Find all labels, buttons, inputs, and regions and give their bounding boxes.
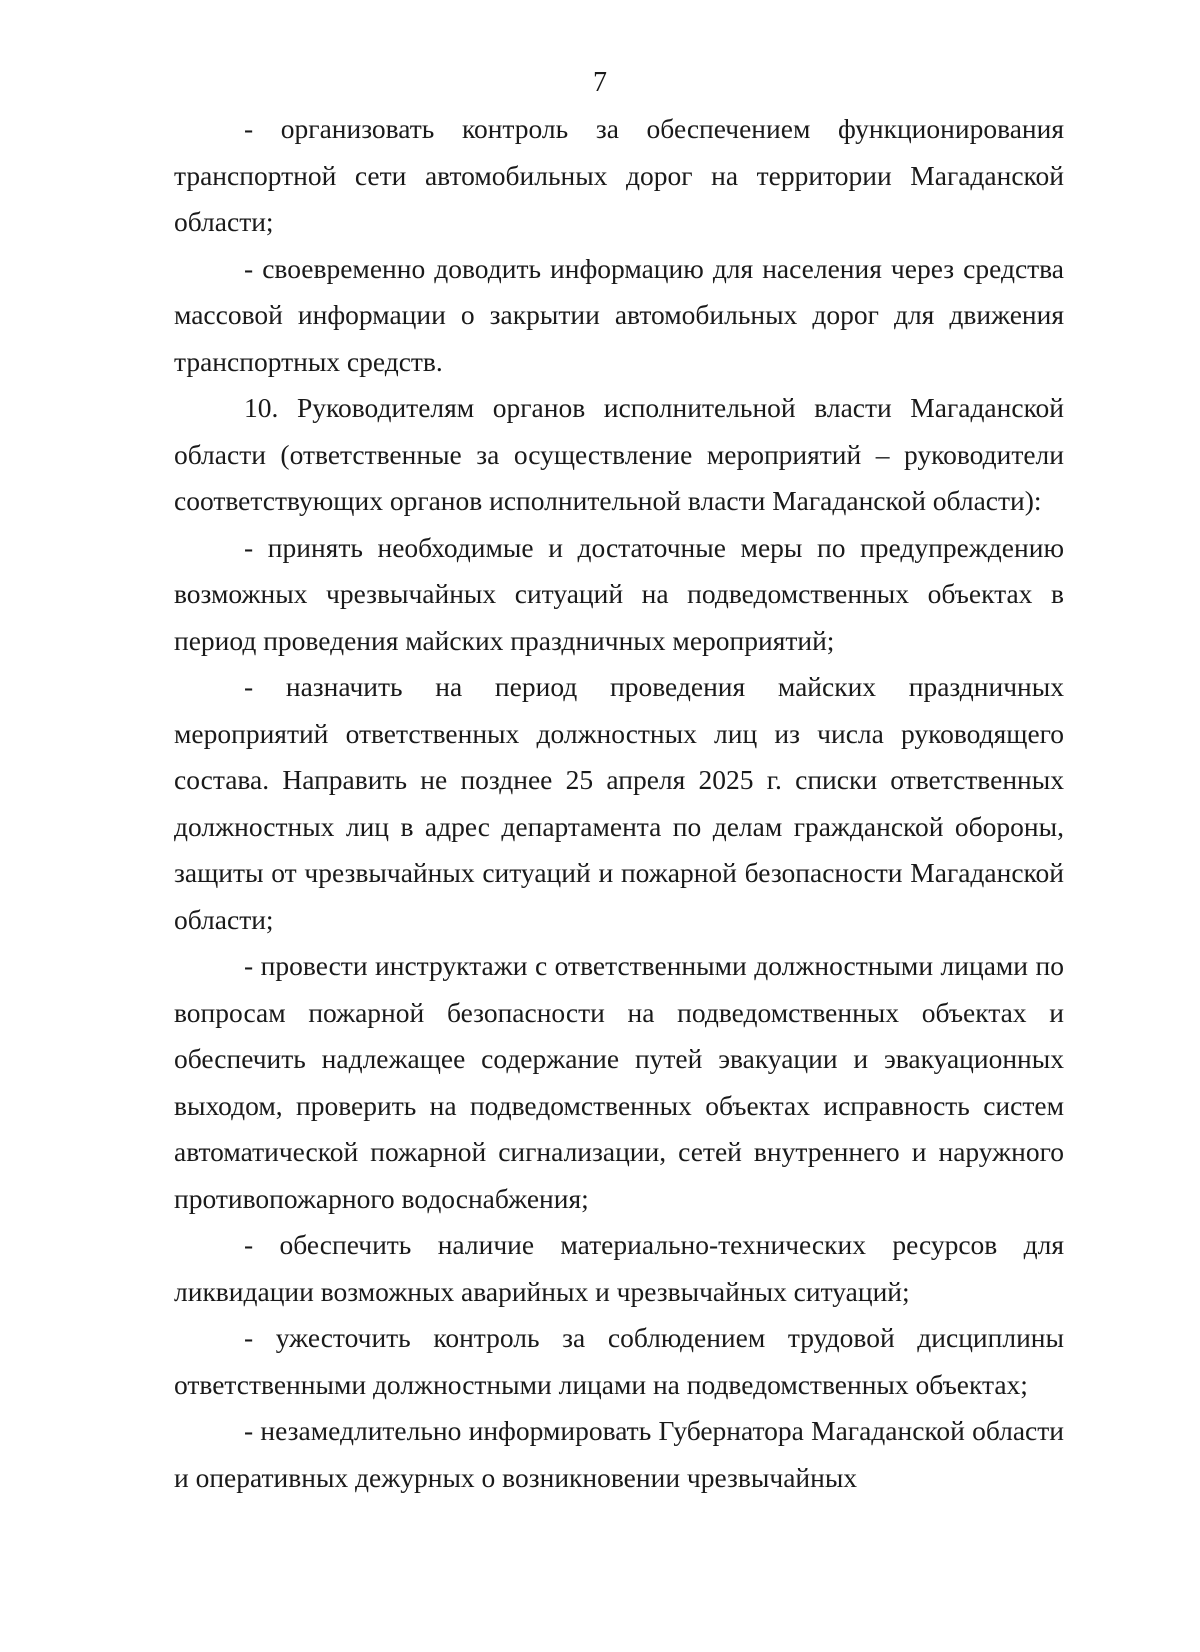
paragraph-road-control: - организовать контроль за обеспечением функционирования транспортной сети автомобильных дорог на территории Магаданской области; [174,113,1064,237]
paragraph-inform-governor: - незамедлительно информировать Губернатора Магаданской области и оперативных дежурных о возникновении чрезвычайных [174,1415,1064,1493]
paragraph-item-10-heads: 10. Руководителям органов исполнительной власти Магаданской области (ответственные за осуществление мероприятий – руководители соответствующих органов исполнительной власти Магаданской области): [174,392,1064,516]
paragraph-prevention-measures: - принять необходимые и достаточные меры по предупреждению возможных чрезвычайных ситуаций на подведомственных объектах в период проведения майских праздничных мероприятий; [174,531,1064,656]
page-number: 7 [593,67,607,98]
paragraph-fire-safety-briefings: - провести инструктажи с ответственными должностными лицами по вопросам пожарной безопасности на подведомственных объектах и обеспечить надлежащее содержание путей эвакуации и эвакуационных выходом, проверить на подведомственных объектах исправность систем автоматической пожарной сигнализации, сетей внутреннего и наружного противопожарного водоснабжения; [174,950,1064,1214]
paragraph-labor-discipline: - ужесточить контроль за соблюдением трудовой дисциплины ответственными должностными лицами на подведомственных объектах; [174,1322,1064,1400]
paragraph-material-resources: - обеспечить наличие материально-технических ресурсов для ликвидации возможных аварийных и чрезвычайных ситуаций; [174,1229,1064,1307]
document-body [174,106,1064,1501]
paragraph-media-info: - своевременно доводить информацию для населения через средства массовой информации о закрытии автомобильных дорог для движения транспортных средств. [174,252,1064,377]
paragraph-assign-officials: - назначить на период проведения майских праздничных мероприятий ответственных должностных лиц из числа руководящего состава. Направить не позднее 25 апреля 2025 г. списки ответственных должностных лиц в адрес департамента по делам гражданской обороны, защиты от чрезвычайных ситуаций и пожарной безопасности Магаданской области; [174,671,1064,935]
